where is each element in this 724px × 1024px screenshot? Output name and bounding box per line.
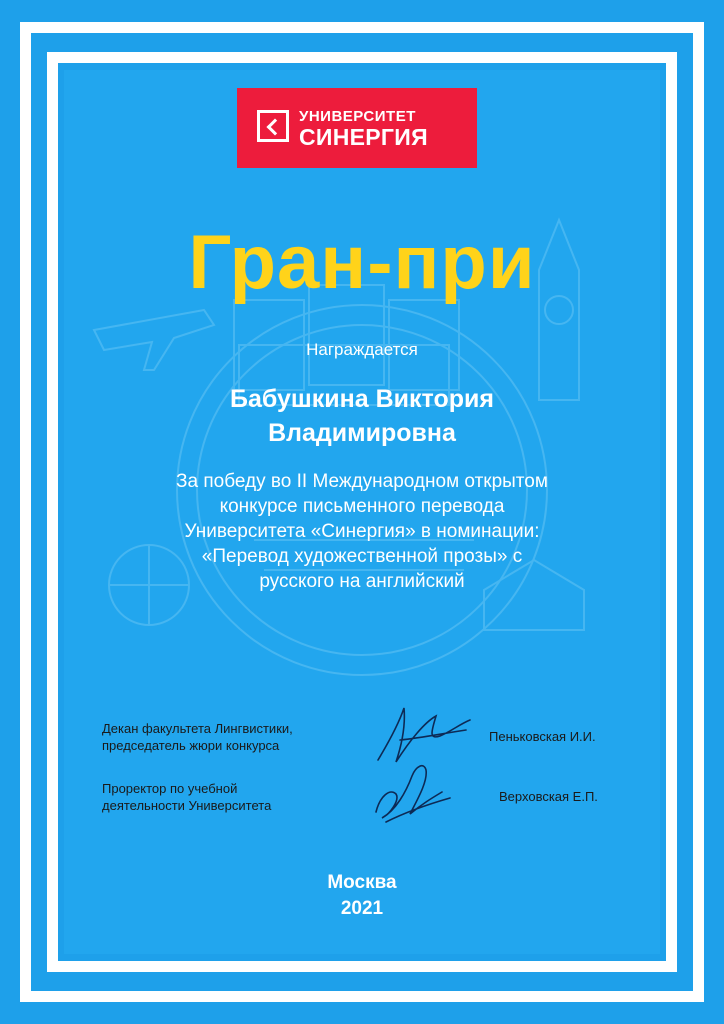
certificate-title: Гран-при: [188, 220, 536, 305]
role-line: председатель жюри конкурса: [102, 738, 280, 753]
logo-text-university: УНИВЕРСИТЕТ: [299, 108, 416, 125]
signatory-role-prorector: [102, 780, 271, 814]
description-line: русского на английский: [259, 571, 465, 592]
logo-text-synergy: СИНЕРГИЯ: [299, 124, 428, 150]
award-description: [90, 469, 634, 594]
role-line: Проректор по учебной: [102, 781, 238, 796]
signatory-name-prorector: Верховская Е.П.: [499, 789, 598, 804]
role-line: деятельности Университета: [102, 798, 272, 813]
year: 2021: [340, 898, 384, 919]
recipient-name-line: Владимировна: [268, 419, 456, 447]
description-line: За победу во II Международном открытом: [176, 471, 548, 492]
signature-prorector: [366, 752, 456, 832]
issue-place-date: [64, 870, 660, 922]
description-line: Университета «Синергия» в номинации:: [184, 521, 540, 542]
signatory-name-dean: Пеньковская И.И.: [489, 729, 596, 744]
role-line: Декан факультета Лингвистики,: [102, 721, 293, 736]
university-logo: [237, 88, 477, 168]
signatory-role-dean: [102, 720, 293, 754]
awarded-label: Награждается: [306, 340, 418, 359]
recipient-name-line: Бабушкина Виктория: [230, 385, 494, 413]
description-line: конкурсе письменного перевода: [219, 496, 505, 517]
chevron-square-icon: [257, 110, 289, 142]
description-line: «Перевод художественной прозы» с: [201, 546, 523, 567]
recipient-name: [64, 382, 660, 450]
city: Москва: [327, 872, 397, 893]
